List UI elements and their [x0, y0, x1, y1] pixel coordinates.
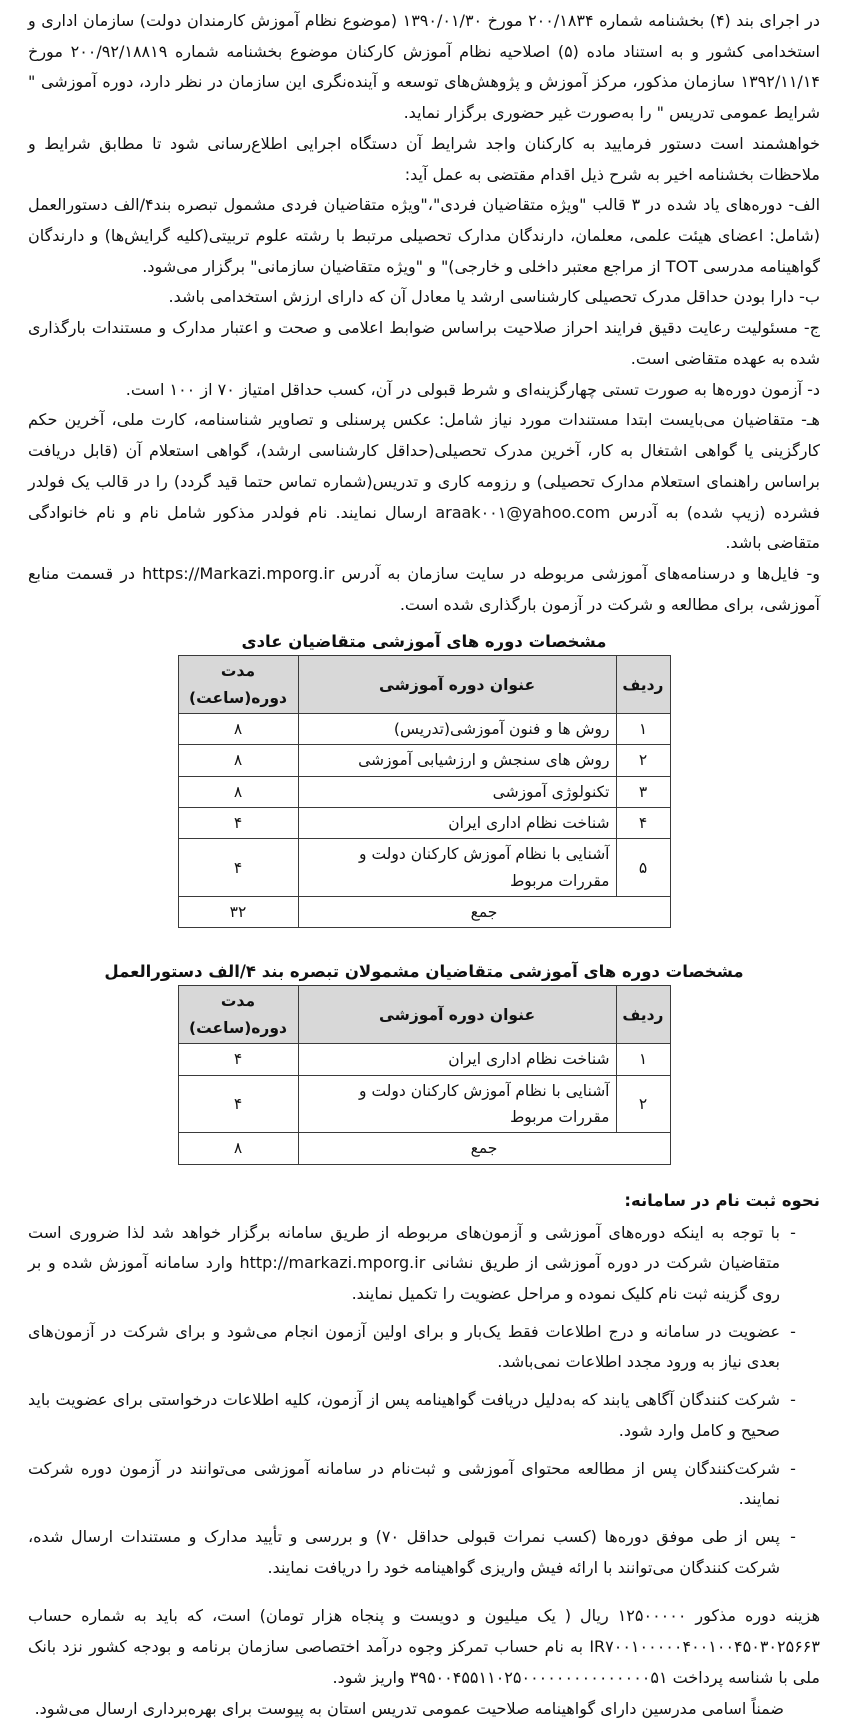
clause-he: هـ- متقاضیان می‌بایست ابتدا مستندات مورد نیاز شامل: عکس پرسنلی و تصاویر شناسنامه، کارت ملی، آخرین حکم کارگزینی یا گواهی اشتغال به کار، آخرین مدرک تحصیلی(حداقل کارشناسی ارشد)، گواهی استعلام آن (قابل دریافت براساس راهنمای استعلام مدارک تحصیلی) و رزومه کاری و تدریس(شماره تماس حتما قید گردد) را در قالب یک فولدر فشرده (زیپ شده) به آدرس araak۰۰۱@yahoo.com ارسال نمایند. نام فولدر مذکور شامل نام و نام خانوادگی متقاضی باشد. [28, 410, 820, 553]
column-header-duration: مدت دوره(ساعت) [178, 656, 298, 714]
row-number-cell: ۵ [616, 839, 670, 897]
row-number-cell: ۳ [616, 776, 670, 807]
course-title-cell: آشنایی با نظام آموزش کارکنان دولت و مقررات مربوط [298, 1075, 616, 1133]
course-title-cell: آشنایی با نظام آموزش کارکنان دولت و مقررات مربوط [298, 839, 616, 897]
duration-cell: ۸ [178, 776, 298, 807]
column-header-course-title: عنوان دوره آموزشی [298, 656, 616, 714]
bullet-text: پس از طی موفق دوره‌ها (کسب نمرات قبولی حداقل ۷۰) و بررسی و تأیید مدارک و مستندات ارسال شده، شرکت کنندگان می‌توانند با ارائه فیش واریزی گواهینامه خود را دریافت نمایند. [28, 1527, 781, 1577]
column-header-duration: مدت دوره(ساعت) [178, 986, 298, 1044]
course-title-cell: تکنولوژی آموزشی [298, 776, 616, 807]
course-title-cell: شناخت نظام اداری ایران [298, 1044, 616, 1075]
table-header-row [178, 656, 670, 714]
exempt-courses-table-title: مشخصات دوره های آموزشی متقاضیان مشمولان تبصره بند ۴/الف دستورالعمل [104, 962, 744, 982]
clause-jim: ج- مسئولیت رعایت دقیق فرایند احراز صلاحیت براساس ضوابط اعلامی و صحت و اعتبار مدارک و مستندات بارگذاری شده به عهده متقاضی است. [28, 318, 820, 368]
column-header-row-number: ردیف [616, 986, 670, 1044]
table-total-row [178, 897, 670, 928]
intro-paragraph-1: در اجرای بند (۴) بخشنامه شماره ۲۰۰/۱۸۳۴ مورخ ۱۳۹۰/۰۱/۳۰ (موضوع نظام آموزش کارمندان دولت) سازمان اداری و استخدامی کشور و به استناد ماده (۵) اصلاحیه نظام آموزش کارکنان موضوع بخشنامه شماره ۲۰۰/۹۲/۱۸۸۱۹ مورخ ۱۳۹۲/۱۱/۱۴ سازمان مذکور، مرکز آموزش و پژوهش‌های توسعه و آینده‌نگری این سازمان در نظر دارد، دوره آموزشی " شرایط عمومی تدریس " را به‌صورت غیر حضوری برگزار نماید. [28, 11, 821, 123]
registration-bullet-1 [28, 1218, 820, 1310]
table-row [178, 714, 670, 745]
bullet-dash: - [790, 1458, 796, 1478]
clause-dal: د- آزمون دوره‌ها به صورت تستی چهارگزینه‌ای و شرط قبولی در آن، کسب حداقل امتیاز ۷۰ از ۱۰۰ است. [125, 379, 820, 399]
course-title-cell: روش های سنجش و ارزشیابی آموزشی [298, 745, 616, 776]
table-row [178, 745, 670, 776]
bullet-text: شرکت کنندگان آگاهی یابند که به‌دلیل دریافت گواهینامه پس از آزمون، کلیه اطلاعات درخواستی برای عضویت باید صحیح و کامل وارد شود. [28, 1390, 780, 1440]
bullet-text: با توجه به اینکه دوره‌های آموزشی و آزمون‌های مربوطه از طریق سامانه برگزار خواهد شد لذا ضروری است متقاضیان شرکت در دوره آموزشی از طریق نشانی http://markazi.mporg.ir وارد سامانه آموزش شده و بر روی گزینه ثبت نام کلیک نموده و مراحل عضویت را تکمیل نمایند. [28, 1222, 781, 1303]
table-row [178, 776, 670, 807]
duration-cell: ۴ [178, 808, 298, 839]
column-header-course-title: عنوان دوره آموزشی [298, 986, 616, 1044]
table-row [178, 1044, 670, 1075]
row-number-cell: ۲ [616, 1075, 670, 1133]
column-header-row-number: ردیف [616, 656, 670, 714]
registration-bullet-2 [28, 1317, 820, 1378]
clause-vav: و- فایل‌ها و درسنامه‌های آموزشی مربوطه در سایت سازمان به آدرس https://Markazi.mporg.ir در قسمت منابع آموزشی، برای مطالعه و شرکت در آزمون بارگذاری شده است. [28, 563, 820, 614]
table-row [178, 1075, 670, 1133]
total-label-cell: جمع [298, 1133, 670, 1164]
registration-section-heading: نحوه ثبت نام در سامانه: [624, 1190, 820, 1210]
exempt-courses-table [178, 985, 671, 1164]
regular-courses-table-title: مشخصات دوره های آموزشی متقاضیان عادی [241, 632, 607, 652]
attachment-note-paragraph: ضمناً اسامی مدرسین دارای گواهینامه صلاحیت عمومی تدریس استان به پیوست برای بهره‌برداری ارسال می‌شود. [34, 1698, 784, 1718]
row-number-cell: ۱ [616, 1044, 670, 1075]
registration-bullet-3 [28, 1385, 820, 1446]
clause-be: ب- دارا بودن حداقل مدرک تحصیلی کارشناسی ارشد یا معادل آن که دارای ارزش استخدامی باشد. [168, 287, 820, 307]
payment-paragraph: هزینه دوره مذکور ۱۲۵۰۰۰۰۰ ریال ( یک میلیون و دویست و پنجاه هزار تومان) است، که باید به شماره حساب IR۷۰۰۱۰۰۰۰۰۴۰۰۱۰۰۴۵۰۳۰۲۵۶۶۳ به نام حساب تمرکز وجوه درآمد اختصاصی سازمان برنامه و بودجه کشور نزد بانک ملی با شناسه پرداخت ۳۹۵۰۰۴۵۵۱۱۰۲۵۰۰۰۰۰۰۰۰۰۰۰۰۰۰۰۵۱ واریز شود. [28, 1606, 821, 1687]
duration-cell: ۴ [178, 1044, 298, 1075]
intro-paragraph-2: خواهشمند است دستور فرمایید به کارکنان واجد شرایط آن دستگاه اجرایی اطلاع‌رسانی شود تا مطابق شرایط و ملاحظات بخشنامه اخیر به شرح ذیل اقدام مقتضی به عمل آید: [28, 133, 820, 184]
row-number-cell: ۱ [616, 714, 670, 745]
course-title-cell: روش ها و فنون آموزشی(تدریس) [298, 714, 616, 745]
total-value-cell: ۳۲ [178, 897, 298, 928]
total-label-cell: جمع [298, 897, 670, 928]
clause-alef: الف- دوره‌های یاد شده در ۳ قالب "ویژه متقاضیان فردی"،"ویژه متقاضیان فردی مشمول تبصره بند۴/الف دستورالعمل (شامل: اعضای هیئت علمی، معلمان، دارندگان مدارک تحصیلی مرتبط با رشته علوم تربیتی(کلیه گرایش‌ها) و دارندگان گواهینامه مدرسی TOT از مراجع معتبر داخلی و خارجی)" و "ویژه متقاضیان سازمانی" برگزار می‌شود. [28, 195, 821, 276]
table-row [178, 839, 670, 897]
regular-courses-table [178, 655, 671, 928]
registration-bullet-4 [28, 1454, 820, 1515]
bullet-dash: - [790, 1321, 796, 1341]
bullet-text: شرکت‌کنندگان پس از مطالعه محتوای آموزشی و ثبت‌نام در سامانه آموزشی می‌توانند در آزمون دوره شرکت نمایند. [28, 1458, 780, 1509]
total-value-cell: ۸ [178, 1133, 298, 1164]
table-header-row [178, 986, 670, 1044]
duration-cell: ۸ [178, 714, 298, 745]
duration-cell: ۴ [178, 839, 298, 897]
row-number-cell: ۲ [616, 745, 670, 776]
bullet-dash: - [790, 1390, 796, 1410]
table-total-row [178, 1133, 670, 1164]
table-row [178, 808, 670, 839]
bullet-text: عضویت در سامانه و درج اطلاعات فقط یک‌بار و برای اولین آزمون انجام می‌شود و برای شرکت در آزمون‌های بعدی نیاز به ورود مجدد اطلاعات نمی‌باشد. [28, 1321, 780, 1372]
bullet-dash: - [790, 1222, 796, 1242]
row-number-cell: ۴ [616, 808, 670, 839]
duration-cell: ۴ [178, 1075, 298, 1133]
bullet-dash: - [790, 1527, 796, 1546]
registration-bullet-5 [28, 1522, 820, 1583]
course-title-cell: شناخت نظام اداری ایران [298, 808, 616, 839]
duration-cell: ۸ [178, 745, 298, 776]
